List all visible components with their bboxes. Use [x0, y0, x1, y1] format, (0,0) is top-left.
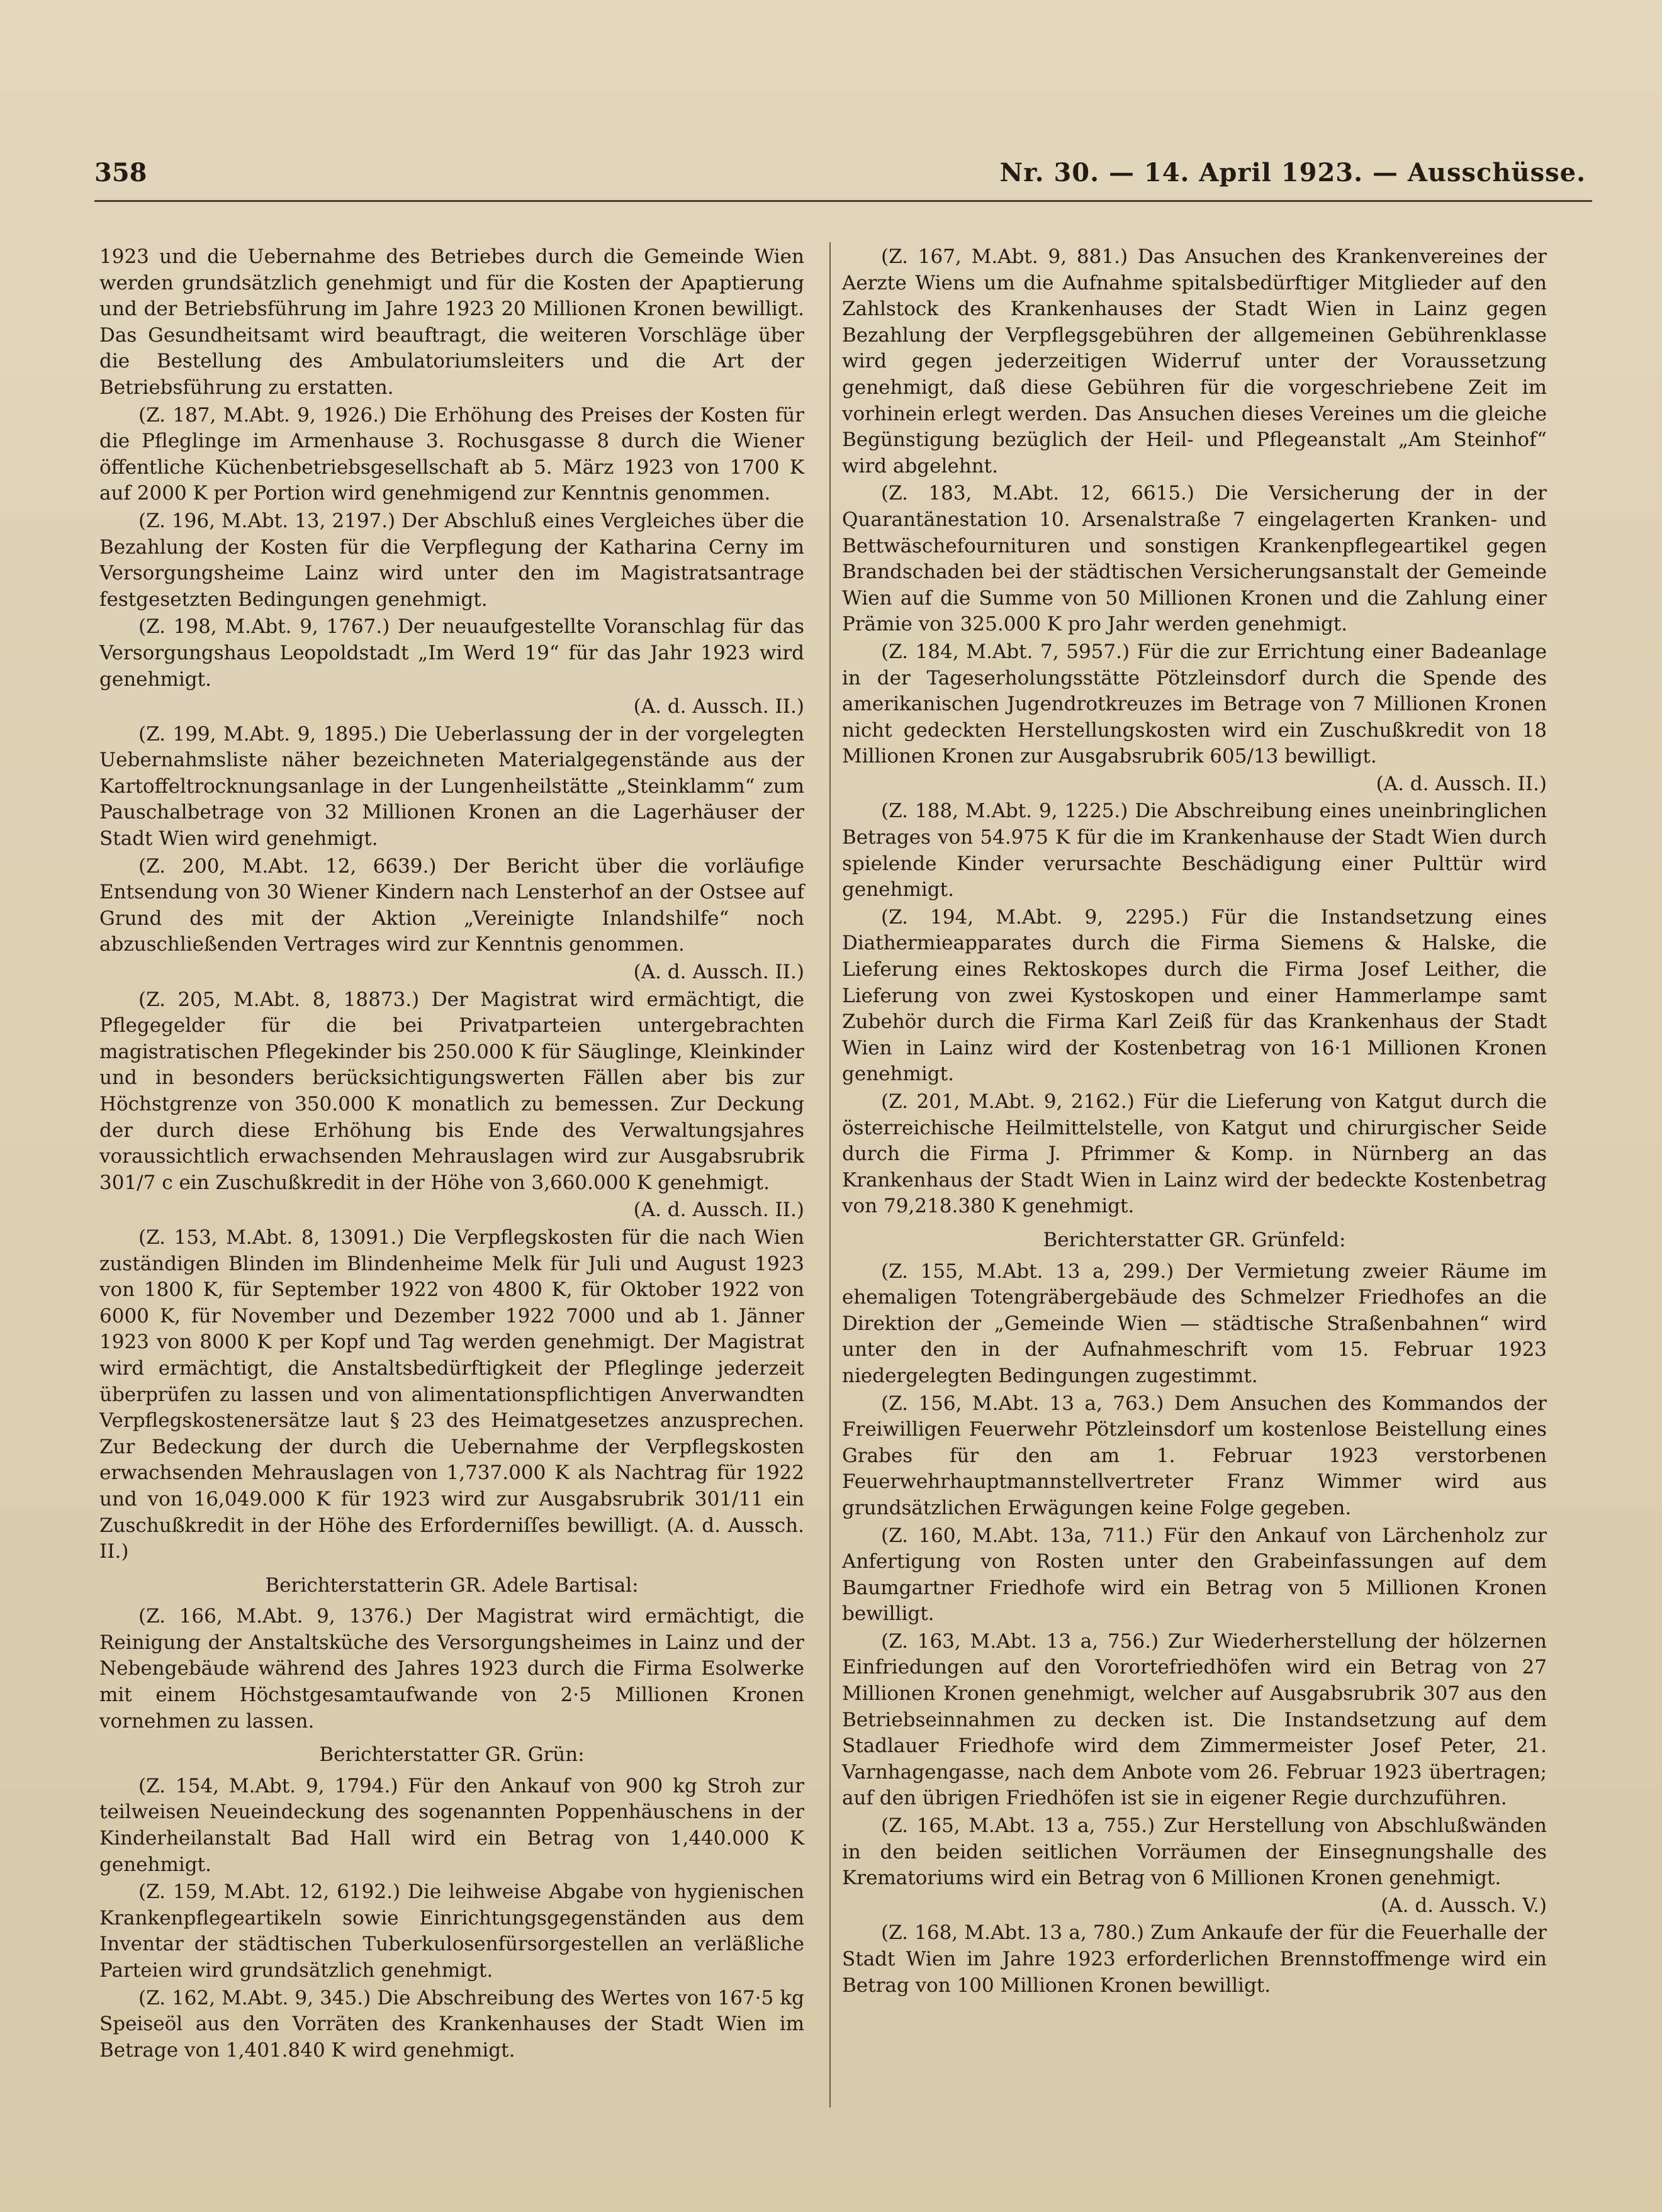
resolution-paragraph: (Z. 188, M.Abt. 9, 1225.) Die Abschreibung eines uneinbringlichen Betrages von 54.975 K für die im Krankenhause der Stadt Wien durch spielende Kinder verursachte Beschädigung einer Pulttür wird genehmigt. [842, 800, 1547, 902]
running-title: Nr. 30. — 14. April 1923. — Ausschüsse. [999, 158, 1586, 187]
committee-reference: (A. d. Aussch. V.) [1381, 1894, 1547, 1917]
resolution-paragraph: (Z. 199, M.Abt. 9, 1895.) Die Ueberlassung der in der vorgelegten Uebernahmsliste näher bezeichneten Materialgegenstände aus der Kartoffeltrocknungsanlage in der Lungenheilstätte „Steinklamm“ zum Pauschalbetrage von 32 Millionen Kronen an die Lagerhäuser der Stadt Wien wird genehmigt. [99, 722, 804, 851]
resolution-paragraph: (Z. 160, M.Abt. 13a, 711.) Für den Ankauf von Lärchenholz zur Anfertigung von Rosten unter den Grabeinfassungen auf dem Baumgartner Friedhofe wird ein Betrag von 5 Millionen Kronen bewilligt. [842, 1524, 1547, 1626]
resolution-paragraph: (Z. 187, M.Abt. 9, 1926.) Die Erhöhung des Preises der Kosten für die Pfleglinge im Armenhause 3. Rochusgasse 8 durch die Wiener öffentliche Küchenbetriebsgesellschaft ab 5. März 1923 von 1700 K auf 2000 K per Portion wird genehmigend zur Kenntnis genommen. [99, 403, 804, 505]
resolution-paragraph: (Z. 198, M.Abt. 9, 1767.) Der neuaufgestellte Voranschlag für das Versorgungshaus Leopoldstadt „Im Werd 19“ für das Jahr 1923 wird genehmigt. [99, 615, 804, 691]
resolution-paragraph: (Z. 183, M.Abt. 12, 6615.) Die Versicherung der in der Quarantänestation 10. Arsenalstraße 7 eingelagerten Kranken- und Bettwäschefournituren und sonstigen Krankenpflegeartikel gegen Brandschaden bei der städtischen Versicherungsanstalt der Gemeinde Wien auf die Summe von 50 Millionen Kronen und die Zahlung einer Prämie von 325.000 K pro Jahr werden genehmigt. [842, 482, 1547, 636]
header-rule [94, 200, 1592, 204]
resolution-paragraph: (Z. 196, M.Abt. 13, 2197.) Der Abschluß eines Vergleiches über die Bezahlung der Kosten für die Verpflegung der Katharina Cerny im Versorgungsheime Lainz wird unter den im Magistratsantrage festgesetzten Bedingungen genehmigt. [99, 509, 804, 611]
rapporteur-heading: Berichterstatterin GR. Adele Bartisal: [265, 1573, 639, 1597]
resolution-paragraph: (Z. 155, M.Abt. 13 a, 299.) Der Vermietung zweier Räume im ehemaligen Totengräbergebäude des Schmelzer Friedhofes an die Direktion der „Gemeinde Wien — städtische Straßenbahnen“ wird unter den in der Aufnahmeschrift vom 15. Februar 1923 niedergelegten Bedingungen zugestimmt. [842, 1260, 1547, 1387]
page-header [94, 154, 1598, 198]
resolution-paragraph: (Z. 163, M.Abt. 13 a, 756.) Zur Wiederherstellung der hölzernen Einfriedungen auf den Vorortefriedhöfen wird ein Betrag von 27 Millionen Kronen genehmigt, welcher auf Ausgabsrubrik 307 aus den Betriebseinnahmen zu decken ist. Die Instandsetzung auf dem Stadlauer Friedhofe wird dem Zimmermeister Josef Peter, 21. Varnhagengasse, nach dem Anbote vom 26. Februar 1923 übertragen; auf den übrigen Friedhöfen ist sie in eigener Regie durchzuführen. [842, 1629, 1547, 1810]
resolution-paragraph: (Z. 168, M.Abt. 13 a, 780.) Zum Ankaufe der für die Feuerhalle der Stadt Wien im Jahre 1923 erforderlichen Brennstoffmenge wird ein Betrag von 100 Millionen Kronen bewilligt. [842, 1921, 1547, 1997]
resolution-paragraph: 1923 und die Uebernahme des Betriebes durch die Gemeinde Wien werden grundsätzlich genehmigt und für die Kosten der Apaptierung und der Betriebsführung im Jahre 1923 20 Millionen Kronen bewilligt. Das Gesundheitsamt wird beauftragt, die weiteren Vorschläge über die Bestellung des Ambulatoriumsleiters und die Art der Betriebsführung zu erstatten. [99, 245, 804, 399]
resolution-paragraph: (Z. 194, M.Abt. 9, 2295.) Für die Instandsetzung eines Diathermieapparates durch die Firma Siemens & Halske, die Lieferung eines Rektoskopes durch die Firma Josef Leither, die Lieferung von zwei Kystoskopen und einer Hammerlampe samt Zubehör durch die Firma Karl Zeiß für das Krankenhaus der Stadt Wien in Lainz wird der Kostenbetrag von 16·1 Millionen Kronen genehmigt. [842, 905, 1547, 1086]
right-column [842, 244, 1547, 2000]
resolution-paragraph: (Z. 162, M.Abt. 9, 345.) Die Abschreibung des Wertes von 167·5 kg Speiseöl aus den Vorräten des Krankenhauses der Stadt Wien im Betrage von 1,401.840 K wird genehmigt. [99, 1986, 804, 2062]
committee-reference: (A. d. Aussch. II.) [1376, 772, 1547, 795]
committee-reference: (A. d. Aussch. II.) [633, 695, 804, 718]
resolution-paragraph: (Z. 184, M.Abt. 7, 5957.) Für die zur Errichtung einer Badeanlage in der Tageserholungsstätte Pötzleinsdorf durch die Spende des amerikanischen Jugendrotkreuzes im Betrage von 7 Millionen Kronen nicht gedeckten Herstellungskosten wird ein Zuschußkredit von 18 Millionen Kronen zur Ausgabsrubrik 605/13 bewilligt. [842, 640, 1547, 768]
page-number: 358 [94, 158, 147, 187]
left-column [99, 244, 804, 2065]
committee-reference: (A. d. Aussch. II.) [633, 961, 804, 984]
resolution-paragraph: (Z. 165, M.Abt. 13 a, 755.) Zur Herstellung von Abschlußwänden in den beiden seitlichen Vorräumen der Einsegnungshalle des Krematoriums wird ein Betrag von 6 Millionen Kronen genehmigt. [842, 1814, 1547, 1890]
resolution-paragraph: (Z. 167, M.Abt. 9, 881.) Das Ansuchen des Krankenvereines der Aerzte Wiens um die Aufnahme spitalsbedürftiger Mitglieder auf den Zahlstock des Krankenhauses der Stadt Wien in Lainz gegen Bezahlung der Verpflegsgebühren der allgemeinen Gebührenklasse wird gegen jederzeitigen Widerruf unter der Voraussetzung genehmigt, daß diese Gebühren für die vorgeschriebene Zeit im vorhinein erlegt werden. Das Ansuchen dieses Vereines um die gleiche Begünstigung bezüglich der Heil- und Pflegeanstalt „Am Steinhof“ wird abgelehnt. [842, 245, 1547, 478]
resolution-paragraph: (Z. 156, M.Abt. 13 a, 763.) Dem Ansuchen des Kommandos der Freiwilligen Feuerwehr Pötzleinsdorf um kostenlose Beistellung eines Grabes für den am 1. Februar 1923 verstorbenen Feuerwehrhauptmannstellvertreter Franz Wimmer wird aus grundsätzlichen Erwägungen keine Folge gegeben. [842, 1392, 1547, 1519]
rapporteur-heading: Berichterstatter GR. Grünfeld: [1043, 1228, 1346, 1251]
resolution-paragraph: (Z. 201, M.Abt. 9, 2162.) Für die Lieferung von Katgut durch die österreichische Heilmittelstelle, von Katgut und chirurgischer Seide durch die Firma J. Pfrimmer & Komp. in Nürnberg an das Krankenhaus der Stadt Wien in Lainz wird der bedeckte Kostenbetrag von 79,218.380 K genehmigt. [842, 1090, 1547, 1218]
column-divider [829, 242, 831, 2108]
resolution-paragraph: (Z. 153, M.Abt. 8, 13091.) Die Verpflegskosten für die nach Wien zuständigen Blinden im Blindenheime Melk für Juli und August 1923 von 1800 K, für September 1922 von 4800 K, für Oktober 1922 von 6000 K, für November und Dezember 1922 7000 und ab 1. Jänner 1923 von 8000 K per Kopf und Tag werden genehmigt. Der Magistrat wird ermächtigt, die Anstaltsbedürftigkeit der Pfleglinge jederzeit überprüfen zu lassen und von alimentationspflichtigen Anverwandten Verpflegskostenersätze laut § 23 des Heimatgesetzes anzusprechen. Zur Bedeckung der durch die Uebernahme der Verpflegskosten erwachsenden Mehrauslagen von 1,737.000 K als Nachtrag für 1922 und von 16,049.000 K für 1923 wird zur Ausgabsrubrik 301/11 ein Zuschußkredit in der Höhe des Erforderniſſes bewilligt. (A. d. Aussch. II.) [99, 1226, 804, 1563]
resolution-paragraph: (Z. 205, M.Abt. 8, 18873.) Der Magistrat wird ermächtigt, die Pflegegelder für die bei Privatparteien untergebrachten magistratischen Pflegekinder bis 250.000 K für Säuglinge, Kleinkinder und in besonders berücksichtigungswerten Fällen aber bis zur Höchstgrenze von 350.000 K monatlich zu bemessen. Zur Deckung der durch diese Erhöhung bis Ende des Verwaltungsjahres voraussichtlich erwachsenden Mehrauslagen wird zur Ausgabsrubrik 301/7 c ein Zuschußkredit in der Höhe von 3,660.000 K genehmigt. [99, 988, 804, 1194]
rapporteur-heading: Berichterstatter GR. Grün: [319, 1743, 585, 1767]
resolution-paragraph: (Z. 200, M.Abt. 12, 6639.) Der Bericht über die vorläufige Entsendung von 30 Wiener Kindern nach Lensterhof an der Ostsee auf Grund des mit der Aktion „Vereinigte Inlandshilfe“ noch abzuschließenden Vertrages wird zur Kenntnis genommen. [99, 854, 804, 956]
resolution-paragraph: (Z. 159, M.Abt. 12, 6192.) Die leihweise Abgabe von hygienischen Krankenpflegeartikeln sowie Einrichtungsgegenständen aus dem Inventar der städtischen Tuberkulosenfürsorgestellen an verläßliche Parteien wird grundsätzlich genehmigt. [99, 1880, 804, 1982]
resolution-paragraph: (Z. 166, M.Abt. 9, 1376.) Der Magistrat wird ermächtigt, die Reinigung der Anstaltsküche des Versorgungsheimes in Lainz und der Nebengebäude während des Jahres 1923 durch die Firma Esolwerke mit einem Höchstgesamtaufwande von 2·5 Millionen Kronen vornehmen zu lassen. [99, 1605, 804, 1733]
committee-reference: (A. d. Aussch. II.) [633, 1198, 804, 1222]
resolution-paragraph: (Z. 154, M.Abt. 9, 1794.) Für den Ankauf von 900 kg Stroh zur teilweisen Neueindeckung des sogenannten Poppenhäuschens in der Kinderheilanstalt Bad Hall wird ein Betrag von 1,440.000 K genehmigt. [99, 1774, 804, 1876]
